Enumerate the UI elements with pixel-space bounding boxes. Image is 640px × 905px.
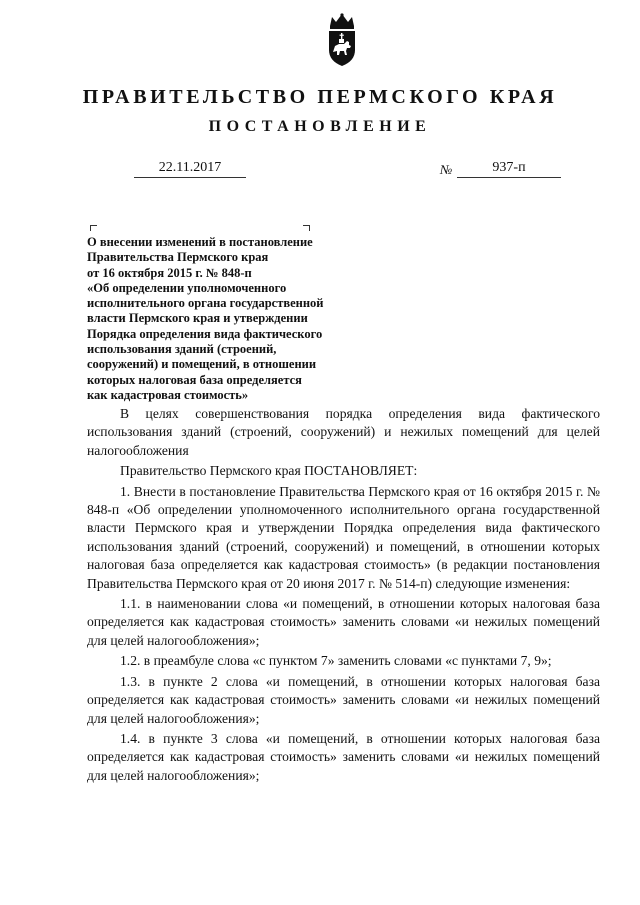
document-body [87, 405, 600, 785]
document-date: 22.11.2017 [134, 160, 246, 178]
clause-1-2-paragraph: 1.2. в преамбуле слова «с пунктом 7» заменить словами «с пунктами 7, 9»; [120, 653, 552, 669]
subject-line: сооружений) и помещений, в отношении [87, 357, 317, 372]
subject-line: исполнительного органа государственной [87, 296, 324, 311]
clause-1-1-paragraph: 1.1. в наименовании слова «и помещений, в отношении которых налоговая база определяется как кадастровая стоимость» заменить словами «и нежилых помещений для целей налогообложения»; [87, 596, 600, 648]
document-number: 937-п [457, 160, 561, 178]
subject-line: которых налоговая база определяется [87, 372, 302, 387]
subject-line: Порядка определения вида фактического [87, 326, 323, 341]
subject-line: власти Пермского края и утверждении [87, 311, 308, 326]
coat-of-arms-icon [322, 12, 362, 68]
subject-line: Правительства Пермского края [87, 250, 269, 265]
number-label: № [440, 162, 453, 177]
subject-line: использования зданий (строений, [87, 342, 277, 357]
subject-line: как кадастровая стоимость» [87, 387, 249, 402]
preamble-paragraph: В целях совершенствования порядка определения вида фактического использования зданий (строений, сооружений) и нежилых помещений для целей налогообложения [87, 406, 600, 458]
subject-corner-left [90, 225, 97, 231]
subject-corner-right [303, 225, 310, 231]
subject-line: от 16 октября 2015 г. № 848-п [87, 265, 252, 280]
subject-line: О внесении изменений в постановление [87, 235, 313, 249]
organization-title: ПРАВИТЕЛЬСТВО ПЕРМСКОГО КРАЯ [82, 86, 558, 108]
document-subject [87, 235, 387, 403]
document-type: ПОСТАНОВЛЕНИЕ [208, 118, 432, 135]
clause-1-3-paragraph: 1.3. в пункте 2 слова «и помещений, в отношении которых налоговая база определяется как кадастровая стоимость» заменить словами «и нежилых помещений для целей налогообложения»; [87, 673, 600, 726]
subject-line: «Об определении уполномоченного [87, 280, 287, 295]
clause-1-4-paragraph: 1.4. в пункте 3 слова «и помещений, в отношении которых налоговая база определяется как кадастровая стоимость» заменить словами «и нежилых помещений для целей налогообложения»; [87, 730, 600, 783]
clause-1-paragraph: 1. Внести в постановление Правительства Пермского края от 16 октября 2015 г. № 848-п «Об определении уполномоченного исполнительного органа государственной власти Пермского края и утверждении Порядка определения вида фактического использования зданий (строений, сооружений) и помещений, в отношении которых налоговая база определяется как кадастровая стоимость» (в редакции постановления Правительства Пермского края от 20 июня 2017 г. № 514-п) следующие изменения: [87, 483, 600, 591]
resolution-paragraph: Правительство Пермского края ПОСТАНОВЛЯЕТ: [120, 463, 418, 479]
